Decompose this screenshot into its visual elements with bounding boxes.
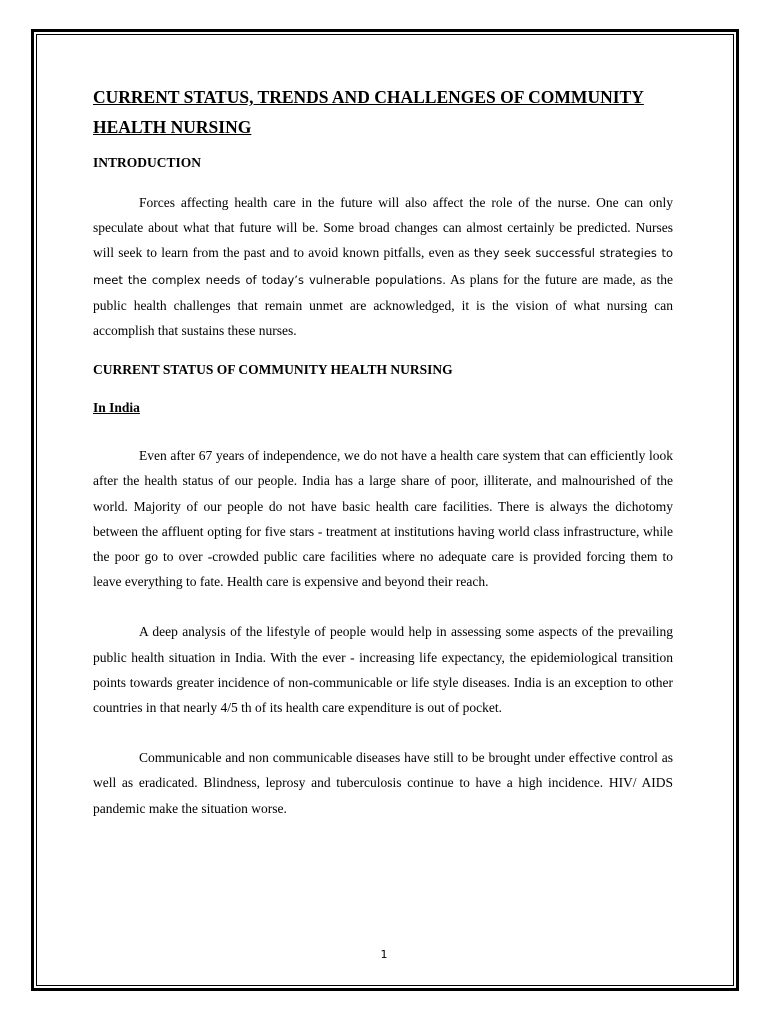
introduction-heading: INTRODUCTION — [93, 155, 202, 170]
india-paragraph-3: Communicable and non communicable diseases have still to be brought under effective control as well as eradicated. Blindness, leprosy and tuberculosis continue to have a high incidence. HIV/ AIDS pandemic make the situation worse. — [93, 750, 673, 816]
intro-text-part3: As plans for the future are made, as the public health challenges that remain unmet are acknowledged, it is the vision of what nursing can accomplish that sustains these nurses. — [93, 271, 673, 339]
intro-text-part2: they seek successful strategies to meet the complex needs of today’s vulnerable populations. — [93, 246, 673, 287]
page-content — [93, 82, 673, 821]
document-title: CURRENT STATUS, TRENDS AND CHALLENGES OF COMMUNITY HEALTH NURSING — [93, 87, 644, 137]
india-subheading: In India — [93, 400, 140, 416]
page-number: 1 — [380, 948, 388, 961]
introduction-paragraph — [93, 190, 673, 343]
intro-text-part1: Forces affecting health care in the future will also affect the role of the nurse. One can only speculate about what that future will be. Some broad changes can almost certainly be predicted. Nurses will seek to learn from the past and to avoid known pitfalls, even as — [93, 195, 673, 261]
current-status-heading: CURRENT STATUS OF COMMUNITY HEALTH NURSING — [93, 362, 453, 378]
india-paragraph-2: A deep analysis of the lifestyle of people would help in assessing some aspects of the prevailing public health situation in India. With the ever - increasing life expectancy, the epidemiological transition points towards greater incidence of non-communicable or life style diseases. India is an exception to other countries in that nearly 4/5 th of its health care expenditure is out of pocket. — [93, 624, 673, 716]
india-paragraph-1: Even after 67 years of independence, we do not have a health care system that can efficiently look after the health status of our people. India has a large share of poor, illiterate, and malnourished of the world. Majority of our people do not have basic health care facilities. There is always the dichotomy between the affluent opting for five stars - treatment at institutions having world class infrastructure, while the poor go to over -crowded public care facilities where no adequate care is provided forcing them to leave everything to fate. Health care is expensive and beyond their reach. — [93, 448, 673, 590]
